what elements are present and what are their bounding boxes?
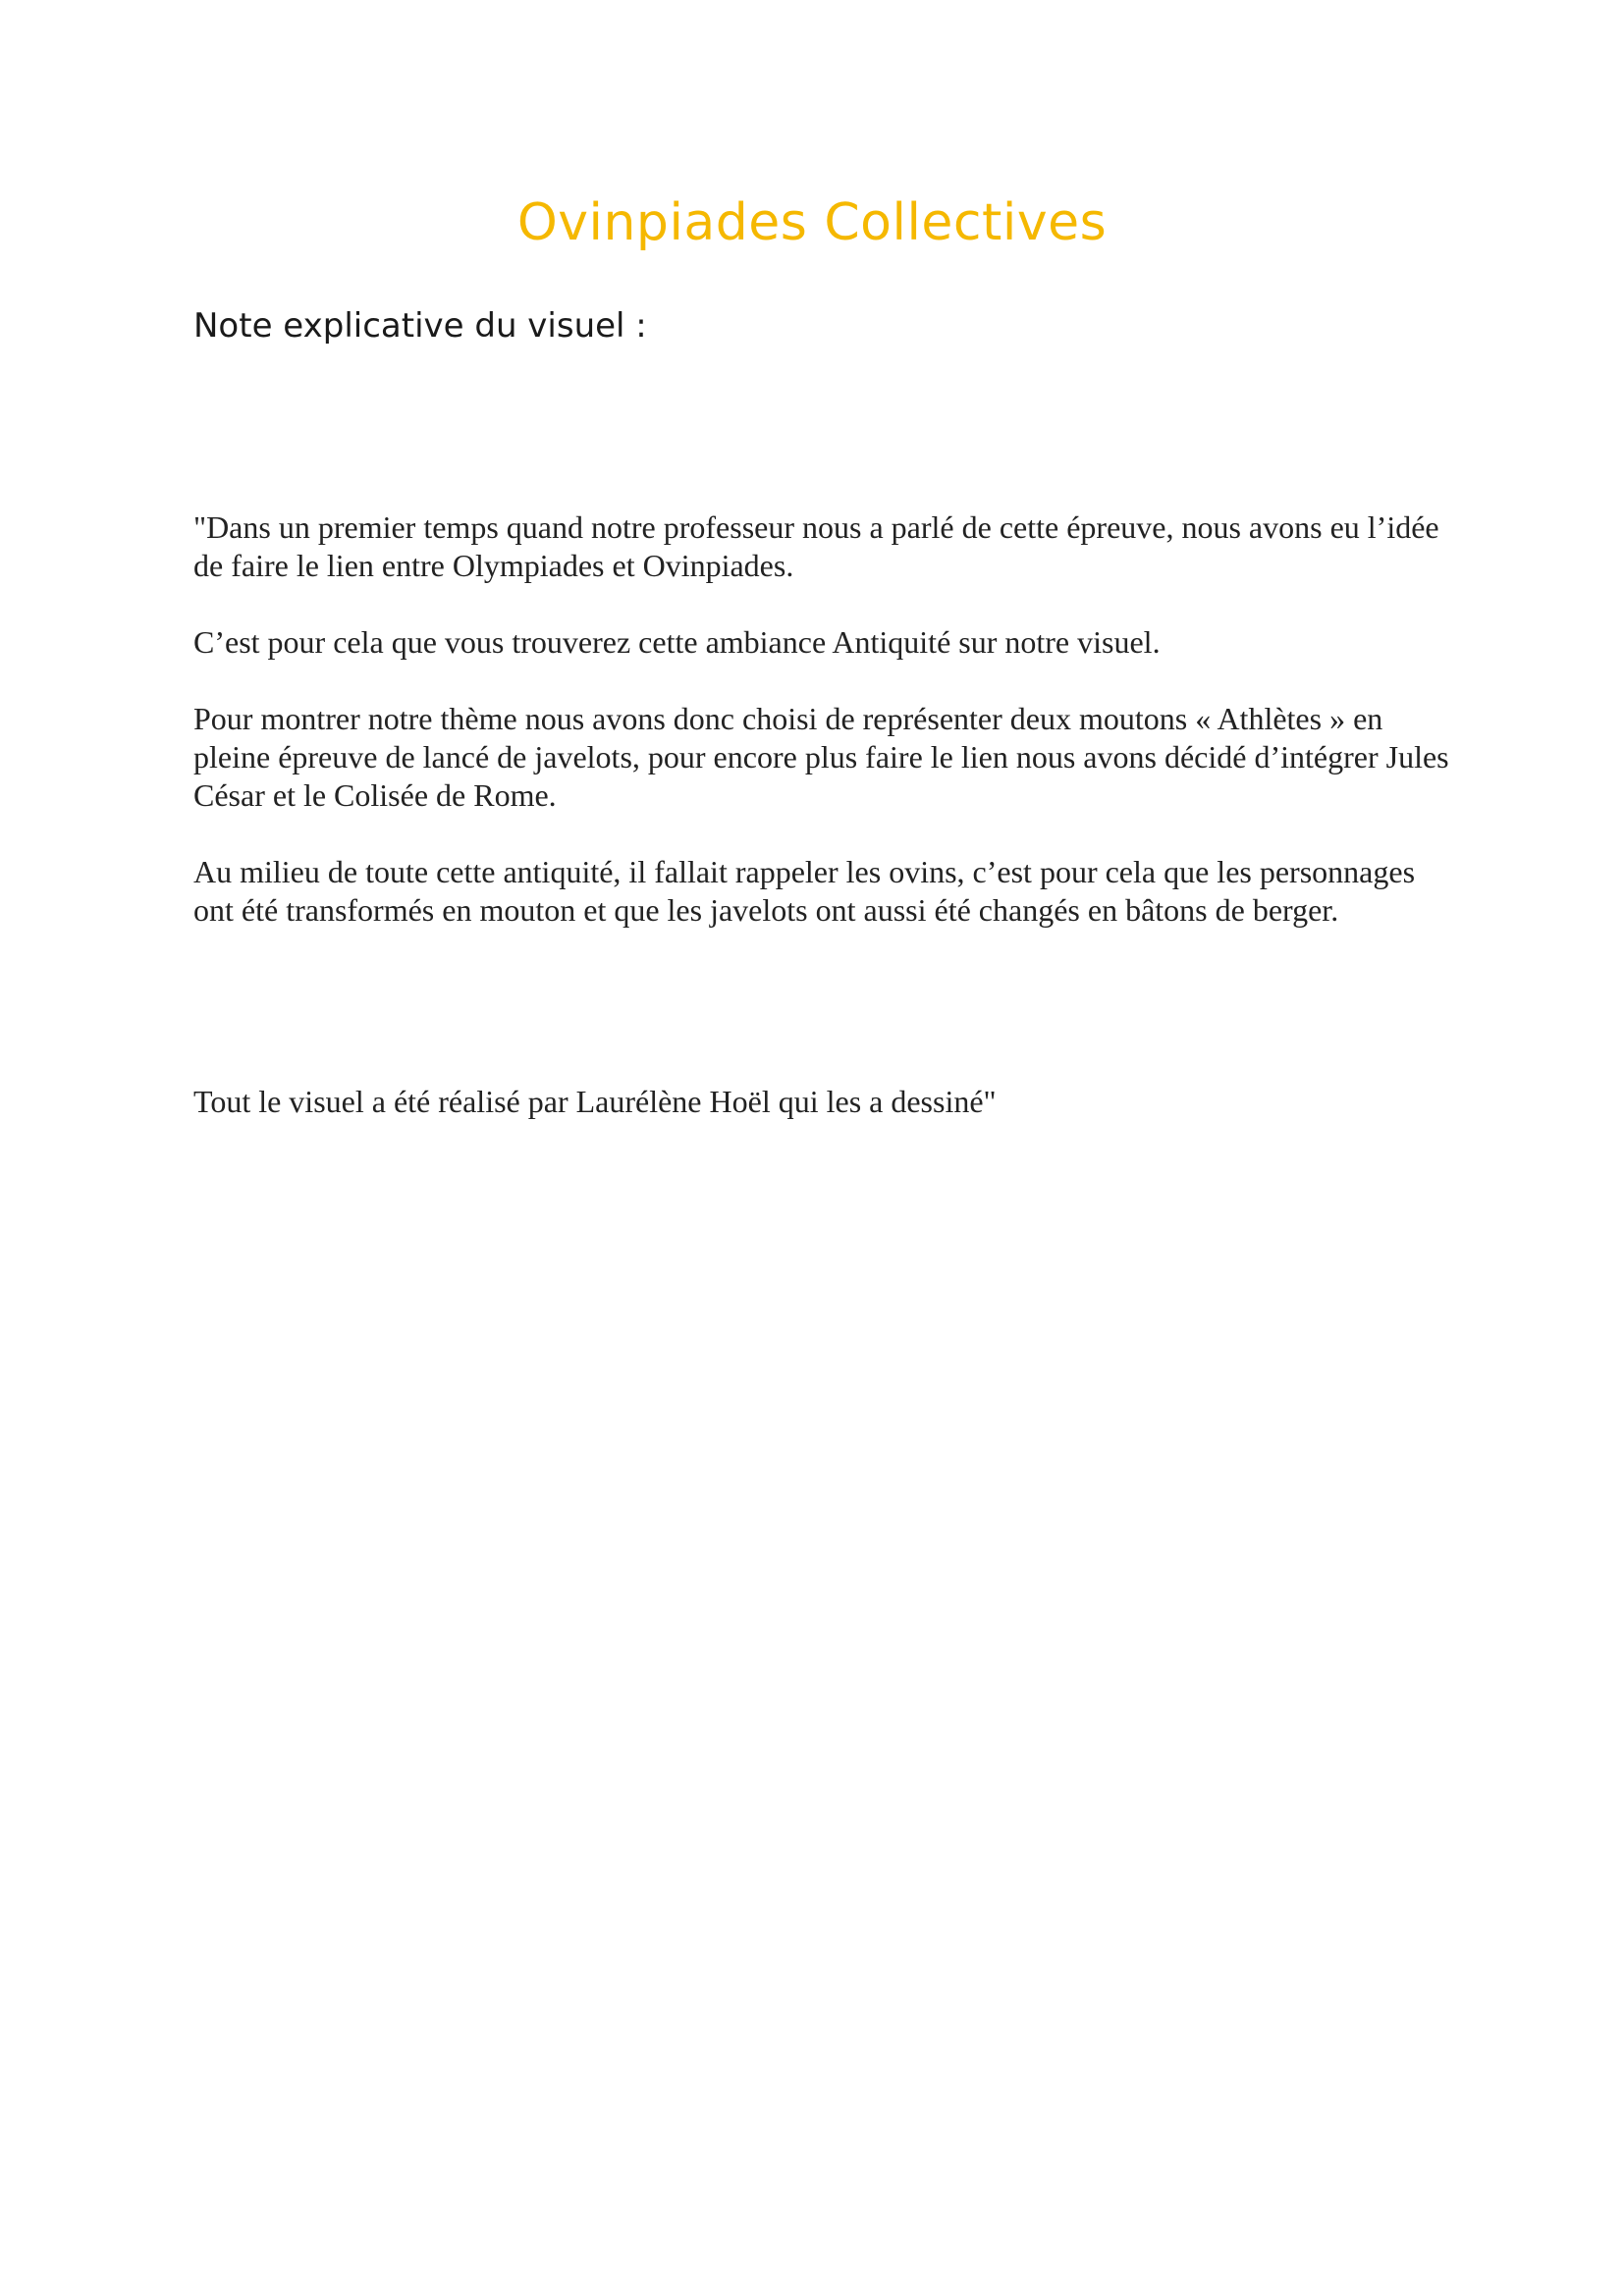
document-subtitle: Note explicative du visuel : [193, 306, 647, 346]
paragraph-intro: "Dans un premier temps quand notre professeur nous a parlé de cette épreuve, nous avons eu l’idée de faire le lien entre Olympiades et Ovinpiades. [193, 509, 1439, 583]
paragraph-ambiance: C’est pour cela que vous trouverez cette ambiance Antiquité sur notre visuel. [193, 624, 1161, 660]
paragraph-theme: Pour montrer notre thème nous avons donc choisi de représenter deux moutons « Athlètes » en pleine épreuve de lancé de javelots, pour encore plus faire le lien nous avons décidé d’intégrer Jules César et le Colisée de Rome. [193, 701, 1449, 813]
paragraph-ovins: Au milieu de toute cette antiquité, il fallait rappeler les ovins, c’est pour cela que les personnages ont été transformés en mouton et que les javelots ont aussi été changés en bâtons de berger. [193, 854, 1416, 928]
document-title: Ovinpiades Collectives [516, 193, 1108, 252]
paragraph-credits: Tout le visuel a été réalisé par Laurélène Hoël qui les a dessiné" [193, 1084, 997, 1119]
